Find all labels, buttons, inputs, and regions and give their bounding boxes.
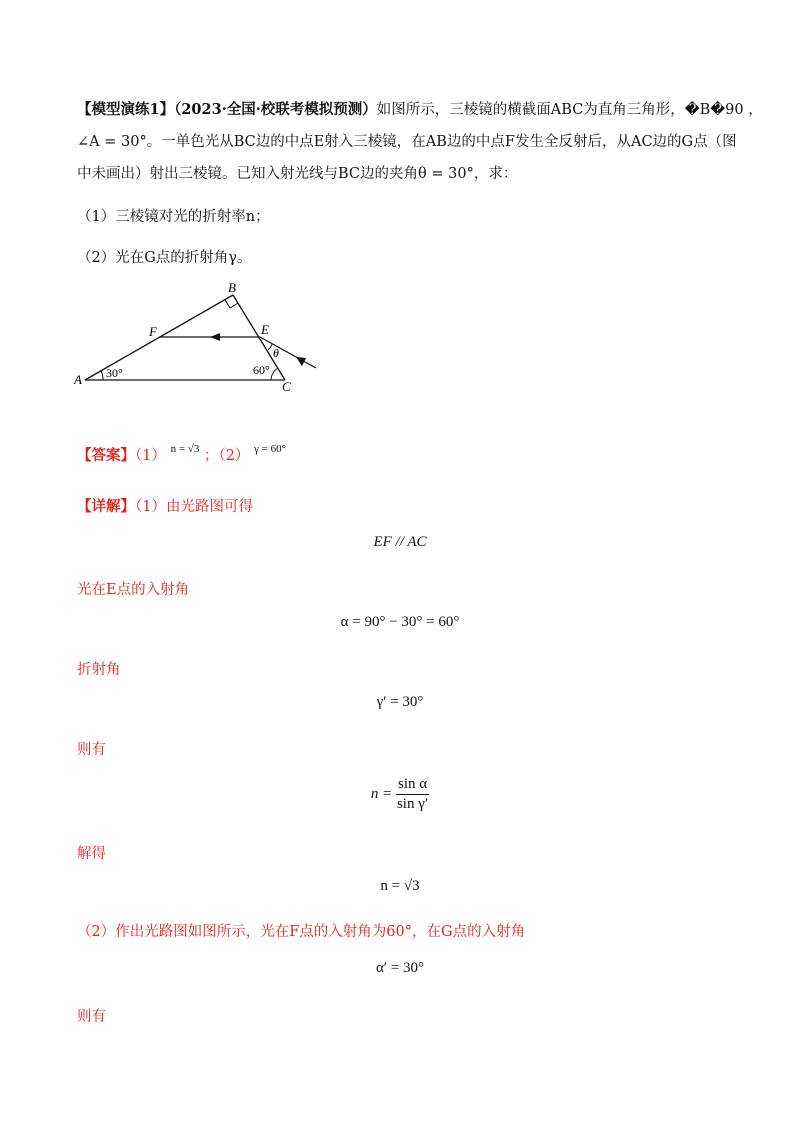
arc-theta [268, 344, 272, 350]
solution-step-4: 解得 [77, 846, 106, 862]
equation-gamma-prime: γ′ = 30° [376, 694, 424, 710]
answer-value-1: n = √3 [170, 443, 200, 455]
problem-source: （2023·全国·校联考模拟预测） [174, 101, 377, 118]
problem-line-3: 中未画出）射出三棱镜。已知入射光线与BC边的夹角θ = 30°，求： [77, 166, 518, 182]
label-a: A [74, 372, 82, 387]
problem-tag: 【模型演练1】 [77, 101, 175, 118]
equation-alpha-prime: α′ = 30° [375, 960, 425, 976]
answer-part-1: （1） [135, 448, 166, 464]
label-e: E [261, 322, 269, 337]
snell-lhs: n = [370, 785, 393, 802]
solution-intro-text: （1）由光路图可得 [135, 499, 253, 515]
arc-a [101, 371, 103, 380]
solution-step-2: 折射角 [77, 662, 121, 678]
answer-value-2: γ = 60° [254, 443, 287, 455]
label-theta: θ [273, 346, 279, 360]
answer-line [77, 444, 286, 465]
answer-separator: ；（2） [203, 448, 250, 464]
label-angle-c: 60° [253, 363, 270, 377]
solution-step-5: （2）作出光路图如图所示，光在F点的入射角为60°，在G点的入射角 [77, 924, 526, 940]
problem-text-1: 如图所示，三棱镜的横截面ABC为直角三角形，�B�90 ， [376, 102, 763, 118]
equation-ef-parallel: EF // AC [373, 534, 427, 550]
snell-fraction [396, 776, 429, 813]
equation-alpha: α = 90° − 30° = 60° [340, 614, 460, 630]
solution-tag: 【详解】 [77, 498, 135, 515]
equation-snell [0, 776, 800, 813]
solution-step-1: 光在E点的入射角 [77, 582, 190, 598]
solution-step-3: 则有 [77, 742, 106, 758]
problem-line-2: ∠A = 30°。一单色光从BC边的中点E射入三棱镜，在AB边的中点F发生全反射后，从AC边的G点（图 [77, 134, 737, 150]
question-2: （2）光在G点的折射角γ。 [77, 250, 252, 266]
arrow-ef [210, 333, 220, 341]
equation-n-result: n = √3 [380, 878, 420, 894]
answer-tag: 【答案】 [77, 447, 135, 464]
solution-step-6: 则有 [77, 1009, 106, 1025]
question-1: （1）三棱镜对光的折射率n； [77, 209, 270, 225]
snell-denominator: sin γ′ [396, 796, 429, 812]
label-angle-a: 30° [106, 366, 123, 380]
prism-figure [70, 278, 340, 398]
label-c: C [282, 379, 291, 394]
solution-intro [77, 495, 253, 516]
problem-line-1 [77, 98, 763, 119]
snell-numerator: sin α [396, 776, 429, 795]
label-b: B [228, 280, 236, 295]
arc-c [271, 368, 278, 380]
label-f: F [149, 324, 157, 339]
